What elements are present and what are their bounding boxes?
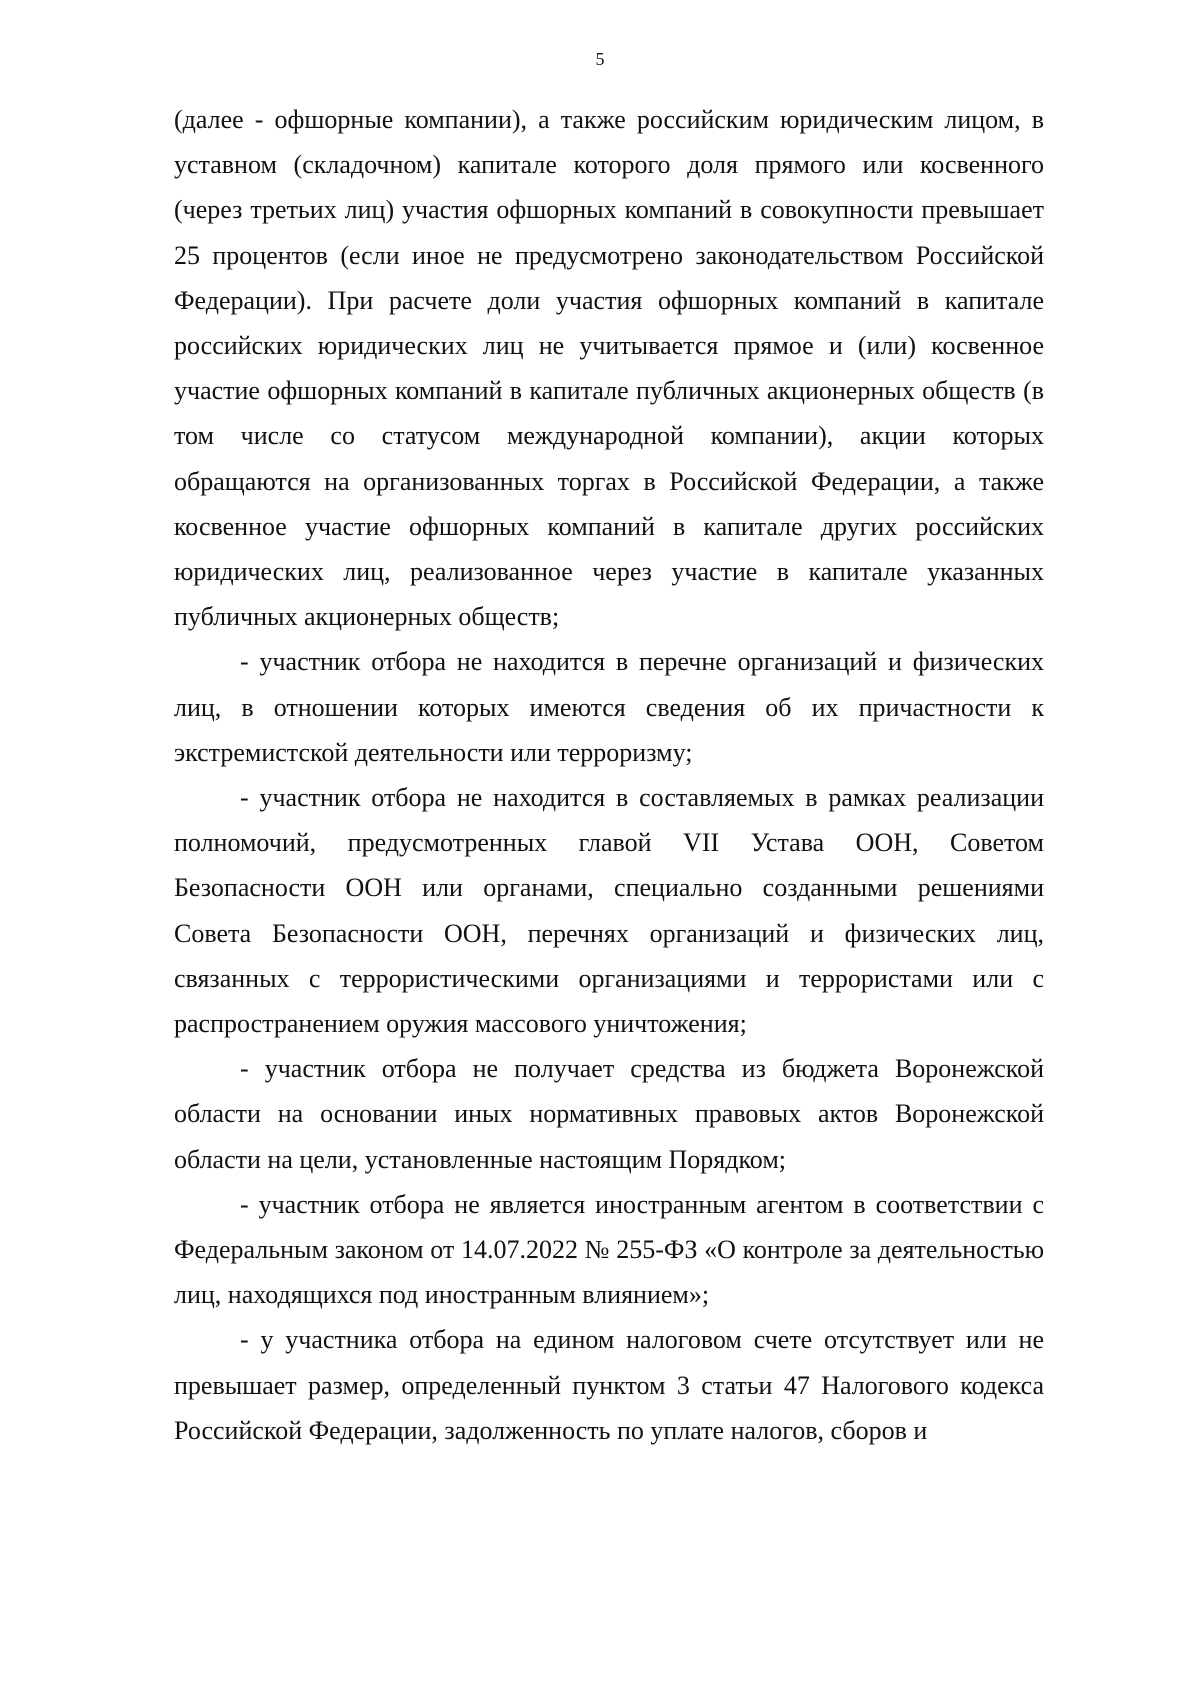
page-number: 5 <box>595 49 605 69</box>
paragraph-tax-debt: - у участника отбора на едином налоговом счете отсутствует или не превышает размер, определенный пунктом 3 статьи 47 Налогового кодекса Российской Федерации, задолженность по уплате налогов, сборов и <box>174 1325 1044 1445</box>
paragraph-offshore-companies: (далее - офшорные компании), а также российским юридическим лицом, в уставном (складочном) капитале которого доля прямого или косвенного (через третьих лиц) участия офшорных компаний в совокупности превышает 25 процентов (если иное не предусмотрено законодательством Российской Федерации). При расчете доли участия офшорных компаний в капитале российских юридических лиц не учитывается прямое и (или) косвенное участие офшорных компаний в капитале публичных акционерных обществ (в том числе со статусом международной компании), акции которых обращаются на организованных торгах в Российской Федерации, а также косвенное участие офшорных компаний в капитале других российских юридических лиц, реализованное через участие в капитале указанных публичных акционерных обществ; <box>174 105 1044 632</box>
paragraph-un-security-council-list: - участник отбора не находится в составляемых в рамках реализации полномочий, предусмотренных главой VII Устава ООН, Советом Безопасности ООН или органами, специально созданными решениями Совета Безопасности ООН, перечнях организаций и физических лиц, связанных с террористическими организациями и террористами или с распространением оружия массового уничтожения; <box>174 783 1044 1039</box>
paragraph-foreign-agent: - участник отбора не является иностранным агентом в соответствии с Федеральным законом от 14.07.2022 № 255-ФЗ «О контроле за деятельностью лиц, находящихся под иностранным влиянием»; <box>174 1189 1044 1310</box>
document-body <box>174 97 1044 1453</box>
paragraph-regional-budget-funds: - участник отбора не получает средства из бюджета Воронежской области на основании иных нормативных правовых актов Воронежской области на цели, установленные настоящим Порядком; <box>174 1054 1044 1174</box>
paragraph-extremism-list: - участник отбора не находится в перечне организаций и физических лиц, в отношении которых имеются сведения об их причастности к экстремистской деятельности или терроризму; <box>174 647 1044 767</box>
